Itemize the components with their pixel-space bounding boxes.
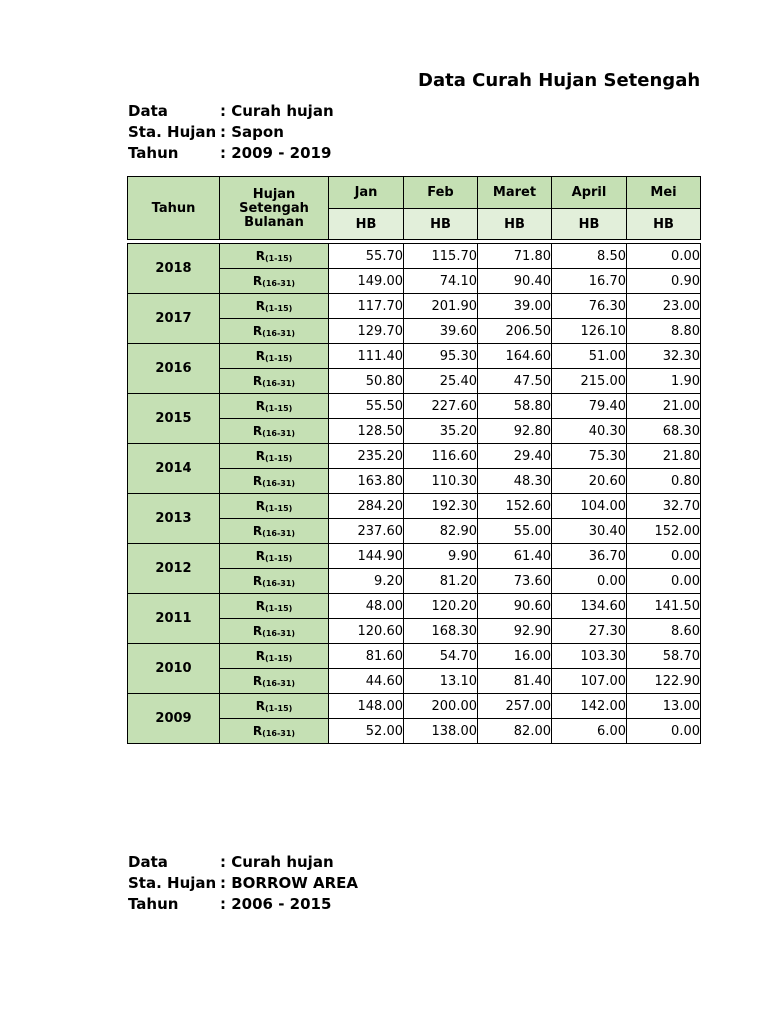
rainfall-value: 215.00 [552, 369, 627, 394]
period-range: (16-31) [262, 479, 296, 488]
table-row [128, 344, 701, 369]
year-cell: 2009 [128, 694, 220, 744]
period-r-1-15 [220, 544, 329, 569]
rainfall-value: 71.80 [478, 244, 552, 269]
period-range: (1-15) [264, 704, 293, 713]
rainfall-value: 21.00 [627, 394, 701, 419]
rainfall-table [127, 176, 701, 744]
period-r-1-15 [220, 444, 329, 469]
year-cell: 2017 [128, 294, 220, 344]
meta-station-row [128, 873, 358, 894]
period-range: (1-15) [264, 504, 293, 513]
meta-station-value: : Sapon [220, 123, 284, 141]
meta-data-row [128, 101, 334, 122]
rainfall-value: 81.60 [329, 644, 404, 669]
rainfall-value: 81.20 [404, 569, 478, 594]
period-r-16-31 [220, 369, 329, 394]
period-range: (1-15) [264, 554, 293, 563]
period-r-label: R [255, 299, 265, 313]
rainfall-value: 8.60 [627, 619, 701, 644]
rainfall-value: 0.80 [627, 469, 701, 494]
table-row [128, 244, 701, 269]
period-r-label: R [252, 324, 263, 338]
header-month: Maret [478, 177, 552, 209]
period-r-label: R [252, 424, 263, 438]
period-r-16-31 [220, 269, 329, 294]
period-r-label: R [255, 349, 265, 363]
period-r-label: R [252, 374, 263, 388]
period-r-1-15 [220, 294, 329, 319]
rainfall-value: 75.30 [552, 444, 627, 469]
rainfall-value: 55.00 [478, 519, 552, 544]
rainfall-value: 30.40 [552, 519, 627, 544]
rainfall-value: 82.00 [478, 719, 552, 744]
rainfall-value: 20.60 [552, 469, 627, 494]
period-r-label: R [252, 524, 263, 538]
rainfall-value: 0.90 [627, 269, 701, 294]
period-range: (1-15) [264, 354, 293, 363]
rainfall-value: 25.40 [404, 369, 478, 394]
rainfall-value: 82.90 [404, 519, 478, 544]
period-r-label: R [255, 599, 265, 613]
period-range: (16-31) [262, 529, 296, 538]
header-hujan-line1: Hujan [252, 186, 296, 202]
period-r-16-31 [220, 619, 329, 644]
period-range: (16-31) [262, 629, 296, 638]
period-r-16-31 [220, 319, 329, 344]
table-body [128, 244, 701, 744]
year-cell: 2010 [128, 644, 220, 694]
rainfall-value: 76.30 [552, 294, 627, 319]
station-info-borrow-area [128, 852, 358, 915]
rainfall-value: 128.50 [329, 419, 404, 444]
rainfall-value: 206.50 [478, 319, 552, 344]
period-r-1-15 [220, 594, 329, 619]
period-r-1-15 [220, 344, 329, 369]
rainfall-value: 55.70 [329, 244, 404, 269]
rainfall-value: 73.60 [478, 569, 552, 594]
period-range: (1-15) [264, 254, 293, 263]
period-r-16-31 [220, 719, 329, 744]
rainfall-value: 36.70 [552, 544, 627, 569]
rainfall-value: 168.30 [404, 619, 478, 644]
table-row [128, 694, 701, 719]
header-month: Mei [627, 177, 701, 209]
rainfall-value: 120.60 [329, 619, 404, 644]
period-range: (16-31) [262, 729, 296, 738]
rainfall-value: 116.60 [404, 444, 478, 469]
period-r-1-15 [220, 644, 329, 669]
rainfall-value: 58.70 [627, 644, 701, 669]
period-range: (1-15) [264, 454, 293, 463]
rainfall-value: 9.90 [404, 544, 478, 569]
year-cell: 2018 [128, 244, 220, 294]
year-cell: 2014 [128, 444, 220, 494]
header-tahun: Tahun [128, 177, 220, 240]
rainfall-value: 257.00 [478, 694, 552, 719]
rainfall-value: 122.90 [627, 669, 701, 694]
rainfall-value: 141.50 [627, 594, 701, 619]
header-month: April [552, 177, 627, 209]
period-r-1-15 [220, 494, 329, 519]
header-hujan-line2: Setengah [239, 200, 309, 216]
rainfall-value: 227.60 [404, 394, 478, 419]
rainfall-value: 163.80 [329, 469, 404, 494]
meta-data-label: Data [128, 102, 168, 120]
rainfall-value: 55.50 [329, 394, 404, 419]
period-r-1-15 [220, 694, 329, 719]
period-range: (16-31) [262, 429, 296, 438]
rainfall-value: 40.30 [552, 419, 627, 444]
subheader-hb: HB [552, 209, 627, 240]
rainfall-value: 104.00 [552, 494, 627, 519]
rainfall-value: 152.60 [478, 494, 552, 519]
rainfall-value: 39.00 [478, 294, 552, 319]
period-r-16-31 [220, 419, 329, 444]
period-range: (1-15) [264, 604, 293, 613]
rainfall-value: 13.00 [627, 694, 701, 719]
rainfall-value: 111.40 [329, 344, 404, 369]
meta-year-row [128, 143, 334, 164]
page-title: Data Curah Hujan Setengah [418, 70, 701, 91]
period-r-16-31 [220, 519, 329, 544]
period-range: (1-15) [264, 404, 293, 413]
meta-year-label: Tahun [128, 895, 179, 913]
table-row [128, 644, 701, 669]
period-range: (16-31) [262, 279, 296, 288]
rainfall-value: 61.40 [478, 544, 552, 569]
rainfall-value: 0.00 [552, 569, 627, 594]
meta-station-label: Sta. Hujan [128, 123, 217, 141]
header-month: Feb [404, 177, 478, 209]
rainfall-value: 21.80 [627, 444, 701, 469]
rainfall-value: 110.30 [404, 469, 478, 494]
rainfall-value: 6.00 [552, 719, 627, 744]
rainfall-value: 39.60 [404, 319, 478, 344]
rainfall-value: 90.40 [478, 269, 552, 294]
rainfall-value: 58.80 [478, 394, 552, 419]
period-r-label: R [252, 624, 263, 638]
meta-station-value: : BORROW AREA [220, 874, 359, 892]
rainfall-value: 192.30 [404, 494, 478, 519]
period-r-label: R [252, 674, 263, 688]
rainfall-value: 134.60 [552, 594, 627, 619]
meta-data-label: Data [128, 853, 168, 871]
subheader-hb: HB [478, 209, 552, 240]
meta-data-value: : Curah hujan [220, 853, 334, 871]
rainfall-value: 16.70 [552, 269, 627, 294]
year-cell: 2011 [128, 594, 220, 644]
rainfall-value: 107.00 [552, 669, 627, 694]
rainfall-value: 29.40 [478, 444, 552, 469]
table-header-row [128, 177, 701, 209]
year-cell: 2013 [128, 494, 220, 544]
rainfall-value: 0.00 [627, 569, 701, 594]
rainfall-value: 81.40 [478, 669, 552, 694]
period-r-16-31 [220, 469, 329, 494]
rainfall-value: 16.00 [478, 644, 552, 669]
rainfall-value: 32.30 [627, 344, 701, 369]
rainfall-value: 9.20 [329, 569, 404, 594]
table-row [128, 444, 701, 469]
rainfall-value: 200.00 [404, 694, 478, 719]
rainfall-value: 68.30 [627, 419, 701, 444]
period-range: (16-31) [262, 679, 296, 688]
meta-data-row [128, 852, 358, 873]
rainfall-value: 48.30 [478, 469, 552, 494]
period-r-label: R [255, 649, 265, 663]
period-r-1-15 [220, 394, 329, 419]
period-r-label: R [252, 274, 263, 288]
rainfall-value: 35.20 [404, 419, 478, 444]
period-range: (1-15) [264, 654, 293, 663]
meta-station-row [128, 122, 334, 143]
rainfall-value: 115.70 [404, 244, 478, 269]
period-r-label: R [255, 449, 265, 463]
rainfall-value: 0.00 [627, 719, 701, 744]
rainfall-value: 90.60 [478, 594, 552, 619]
subheader-hb: HB [404, 209, 478, 240]
period-range: (16-31) [262, 329, 296, 338]
period-r-label: R [252, 574, 263, 588]
rainfall-value: 23.00 [627, 294, 701, 319]
period-r-label: R [255, 499, 265, 513]
period-r-label: R [255, 249, 265, 263]
rainfall-value: 74.10 [404, 269, 478, 294]
rainfall-value: 201.90 [404, 294, 478, 319]
table-row [128, 594, 701, 619]
rainfall-value: 27.30 [552, 619, 627, 644]
rainfall-value: 129.70 [329, 319, 404, 344]
rainfall-value: 79.40 [552, 394, 627, 419]
rainfall-value: 284.20 [329, 494, 404, 519]
rainfall-value: 144.90 [329, 544, 404, 569]
rainfall-value: 0.00 [627, 244, 701, 269]
rainfall-value: 95.30 [404, 344, 478, 369]
rainfall-value: 48.00 [329, 594, 404, 619]
meta-data-value: : Curah hujan [220, 102, 334, 120]
period-r-label: R [255, 399, 265, 413]
period-r-16-31 [220, 569, 329, 594]
subheader-hb: HB [627, 209, 701, 240]
table-row [128, 394, 701, 419]
rainfall-value: 142.00 [552, 694, 627, 719]
header-hujan-setengah-bulanan [220, 177, 329, 240]
header-month: Jan [329, 177, 404, 209]
rainfall-value: 44.60 [329, 669, 404, 694]
rainfall-value: 52.00 [329, 719, 404, 744]
rainfall-value: 0.00 [627, 544, 701, 569]
meta-year-label: Tahun [128, 144, 179, 162]
rainfall-value: 117.70 [329, 294, 404, 319]
period-r-label: R [255, 549, 265, 563]
station-info-sapon [128, 101, 334, 164]
table-row [128, 544, 701, 569]
period-range: (16-31) [262, 579, 296, 588]
subheader-hb: HB [329, 209, 404, 240]
rainfall-value: 92.80 [478, 419, 552, 444]
period-r-label: R [252, 724, 263, 738]
year-cell: 2015 [128, 394, 220, 444]
rainfall-value: 50.80 [329, 369, 404, 394]
header-hujan-line3: Bulanan [244, 214, 304, 230]
rainfall-value: 235.20 [329, 444, 404, 469]
rainfall-value: 47.50 [478, 369, 552, 394]
table-row [128, 294, 701, 319]
meta-year-value: : 2009 - 2019 [220, 144, 332, 162]
rainfall-value: 120.20 [404, 594, 478, 619]
rainfall-value: 32.70 [627, 494, 701, 519]
rainfall-value: 164.60 [478, 344, 552, 369]
period-range: (1-15) [264, 304, 293, 313]
meta-year-row [128, 894, 358, 915]
year-cell: 2016 [128, 344, 220, 394]
rainfall-value: 92.90 [478, 619, 552, 644]
period-range: (16-31) [262, 379, 296, 388]
rainfall-value: 13.10 [404, 669, 478, 694]
rainfall-value: 149.00 [329, 269, 404, 294]
rainfall-value: 152.00 [627, 519, 701, 544]
meta-station-label: Sta. Hujan [128, 874, 217, 892]
period-r-label: R [255, 699, 265, 713]
rainfall-value: 54.70 [404, 644, 478, 669]
rainfall-value: 1.90 [627, 369, 701, 394]
rainfall-value: 8.80 [627, 319, 701, 344]
rainfall-value: 8.50 [552, 244, 627, 269]
rainfall-value: 148.00 [329, 694, 404, 719]
rainfall-value: 237.60 [329, 519, 404, 544]
rainfall-value: 103.30 [552, 644, 627, 669]
year-cell: 2012 [128, 544, 220, 594]
rainfall-value: 126.10 [552, 319, 627, 344]
period-r-label: R [252, 474, 263, 488]
period-r-16-31 [220, 669, 329, 694]
rainfall-value: 51.00 [552, 344, 627, 369]
rainfall-value: 138.00 [404, 719, 478, 744]
period-r-1-15 [220, 244, 329, 269]
meta-year-value: : 2006 - 2015 [220, 895, 332, 913]
table-row [128, 494, 701, 519]
